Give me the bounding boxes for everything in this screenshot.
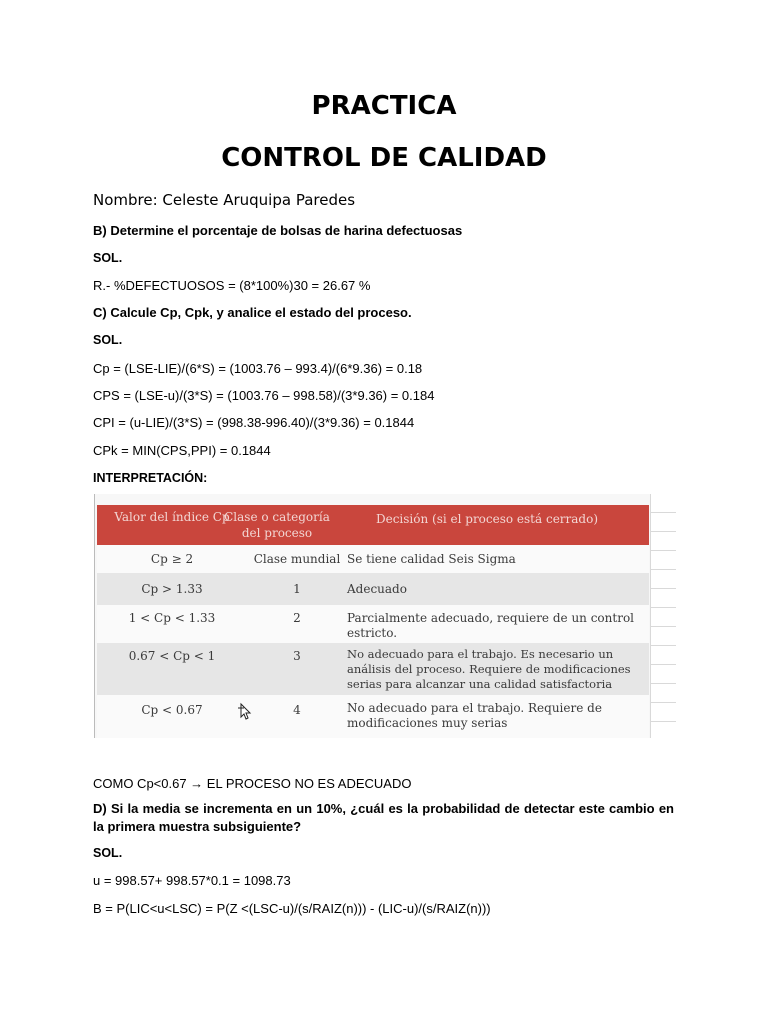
answer-b: R.- %DEFECTUOSOS = (8*100%)30 = 26.67 %: [93, 278, 371, 293]
question-d: D) Si la media se incrementa en un 10%, ¿cuál es la probabilidad de detectar este cambio en la primera muestra subsiguiente?: [93, 801, 674, 834]
header-cp: Valor del índice Cp: [114, 510, 230, 524]
table-row: [97, 545, 649, 573]
cell-cp: Cp < 0.67: [141, 703, 203, 717]
interpretation-heading: INTERPRETACIÓN:: [93, 471, 208, 485]
author-name: Nombre: Celeste Aruquipa Paredes: [93, 191, 356, 209]
sol-label-d: SOL.: [93, 846, 123, 860]
cell-cp: 0.67 < Cp < 1: [128, 649, 216, 663]
cell-decision: Parcialmente adecuado, requiere de un control estricto.: [347, 611, 635, 640]
header-clase: Clase o categoría del proceso: [224, 510, 330, 540]
cp-interpretation-table: [97, 505, 649, 738]
cell-clase: 3: [293, 649, 301, 663]
cpi-formula: CPI = (u-LIE)/(3*S) = (998.38-996.40)/(3*9.36) = 0.1844: [93, 415, 415, 430]
move-cursor-icon: [237, 702, 255, 722]
cpk-formula: CPk = MIN(CPS,PPI) = 0.1844: [93, 443, 271, 458]
conclusion-line: COMO Cp<0.67 → EL PROCESO NO ES ADECUADO: [93, 776, 412, 791]
cell-cp: Cp > 1.33: [141, 582, 203, 596]
cell-decision: No adecuado para el trabajo. Es necesario un análisis del proceso. Requiere de modificaciones serias para alcanzar una calidad satisfactoria: [347, 647, 631, 691]
cell-clase: 2: [293, 611, 301, 625]
header-decision: Decisión (si el proceso está cerrado): [375, 512, 599, 526]
table-row: [97, 573, 649, 605]
table-header: [97, 505, 649, 545]
spreadsheet-grid-edge: [650, 494, 676, 738]
table-row: [97, 695, 649, 738]
cell-decision: No adecuado para el trabajo. Requiere de modificaciones muy serias: [347, 701, 602, 730]
cps-formula: CPS = (LSE-u)/(3*S) = (1003.76 – 998.58)/(3*9.36) = 0.184: [93, 388, 435, 403]
sol-label-b: SOL.: [93, 251, 123, 265]
cell-clase: Clase mundial: [253, 552, 341, 566]
cell-decision: Se tiene calidad Seis Sigma: [347, 552, 516, 566]
page-title: PRACTICA: [311, 91, 457, 121]
cell-cp: 1 < Cp < 1.33: [128, 611, 216, 625]
cell-clase: 1: [293, 582, 301, 596]
cell-decision: Adecuado: [347, 582, 407, 596]
cell-cp: Cp ≥ 2: [150, 552, 194, 566]
u-formula: u = 998.57+ 998.57*0.1 = 1098.73: [93, 873, 291, 888]
sol-label-c: SOL.: [93, 333, 123, 347]
table-row: [97, 605, 649, 643]
page-subtitle: CONTROL DE CALIDAD: [221, 143, 547, 173]
cell-clase: 4: [293, 703, 301, 717]
question-b: B) Determine el porcentaje de bolsas de harina defectuosas: [93, 223, 463, 238]
cp-formula: Cp = (LSE-LIE)/(6*S) = (1003.76 – 993.4)/(6*9.36) = 0.18: [93, 361, 423, 376]
b-formula: B = P(LIC<u<LSC) = P(Z <(LSC-u)/(s/RAIZ(n))) - (LIC-u)/(s/RAIZ(n))): [93, 901, 491, 916]
question-c: C) Calcule Cp, Cpk, y analice el estado del proceso.: [93, 305, 412, 320]
table-row: [97, 643, 649, 695]
